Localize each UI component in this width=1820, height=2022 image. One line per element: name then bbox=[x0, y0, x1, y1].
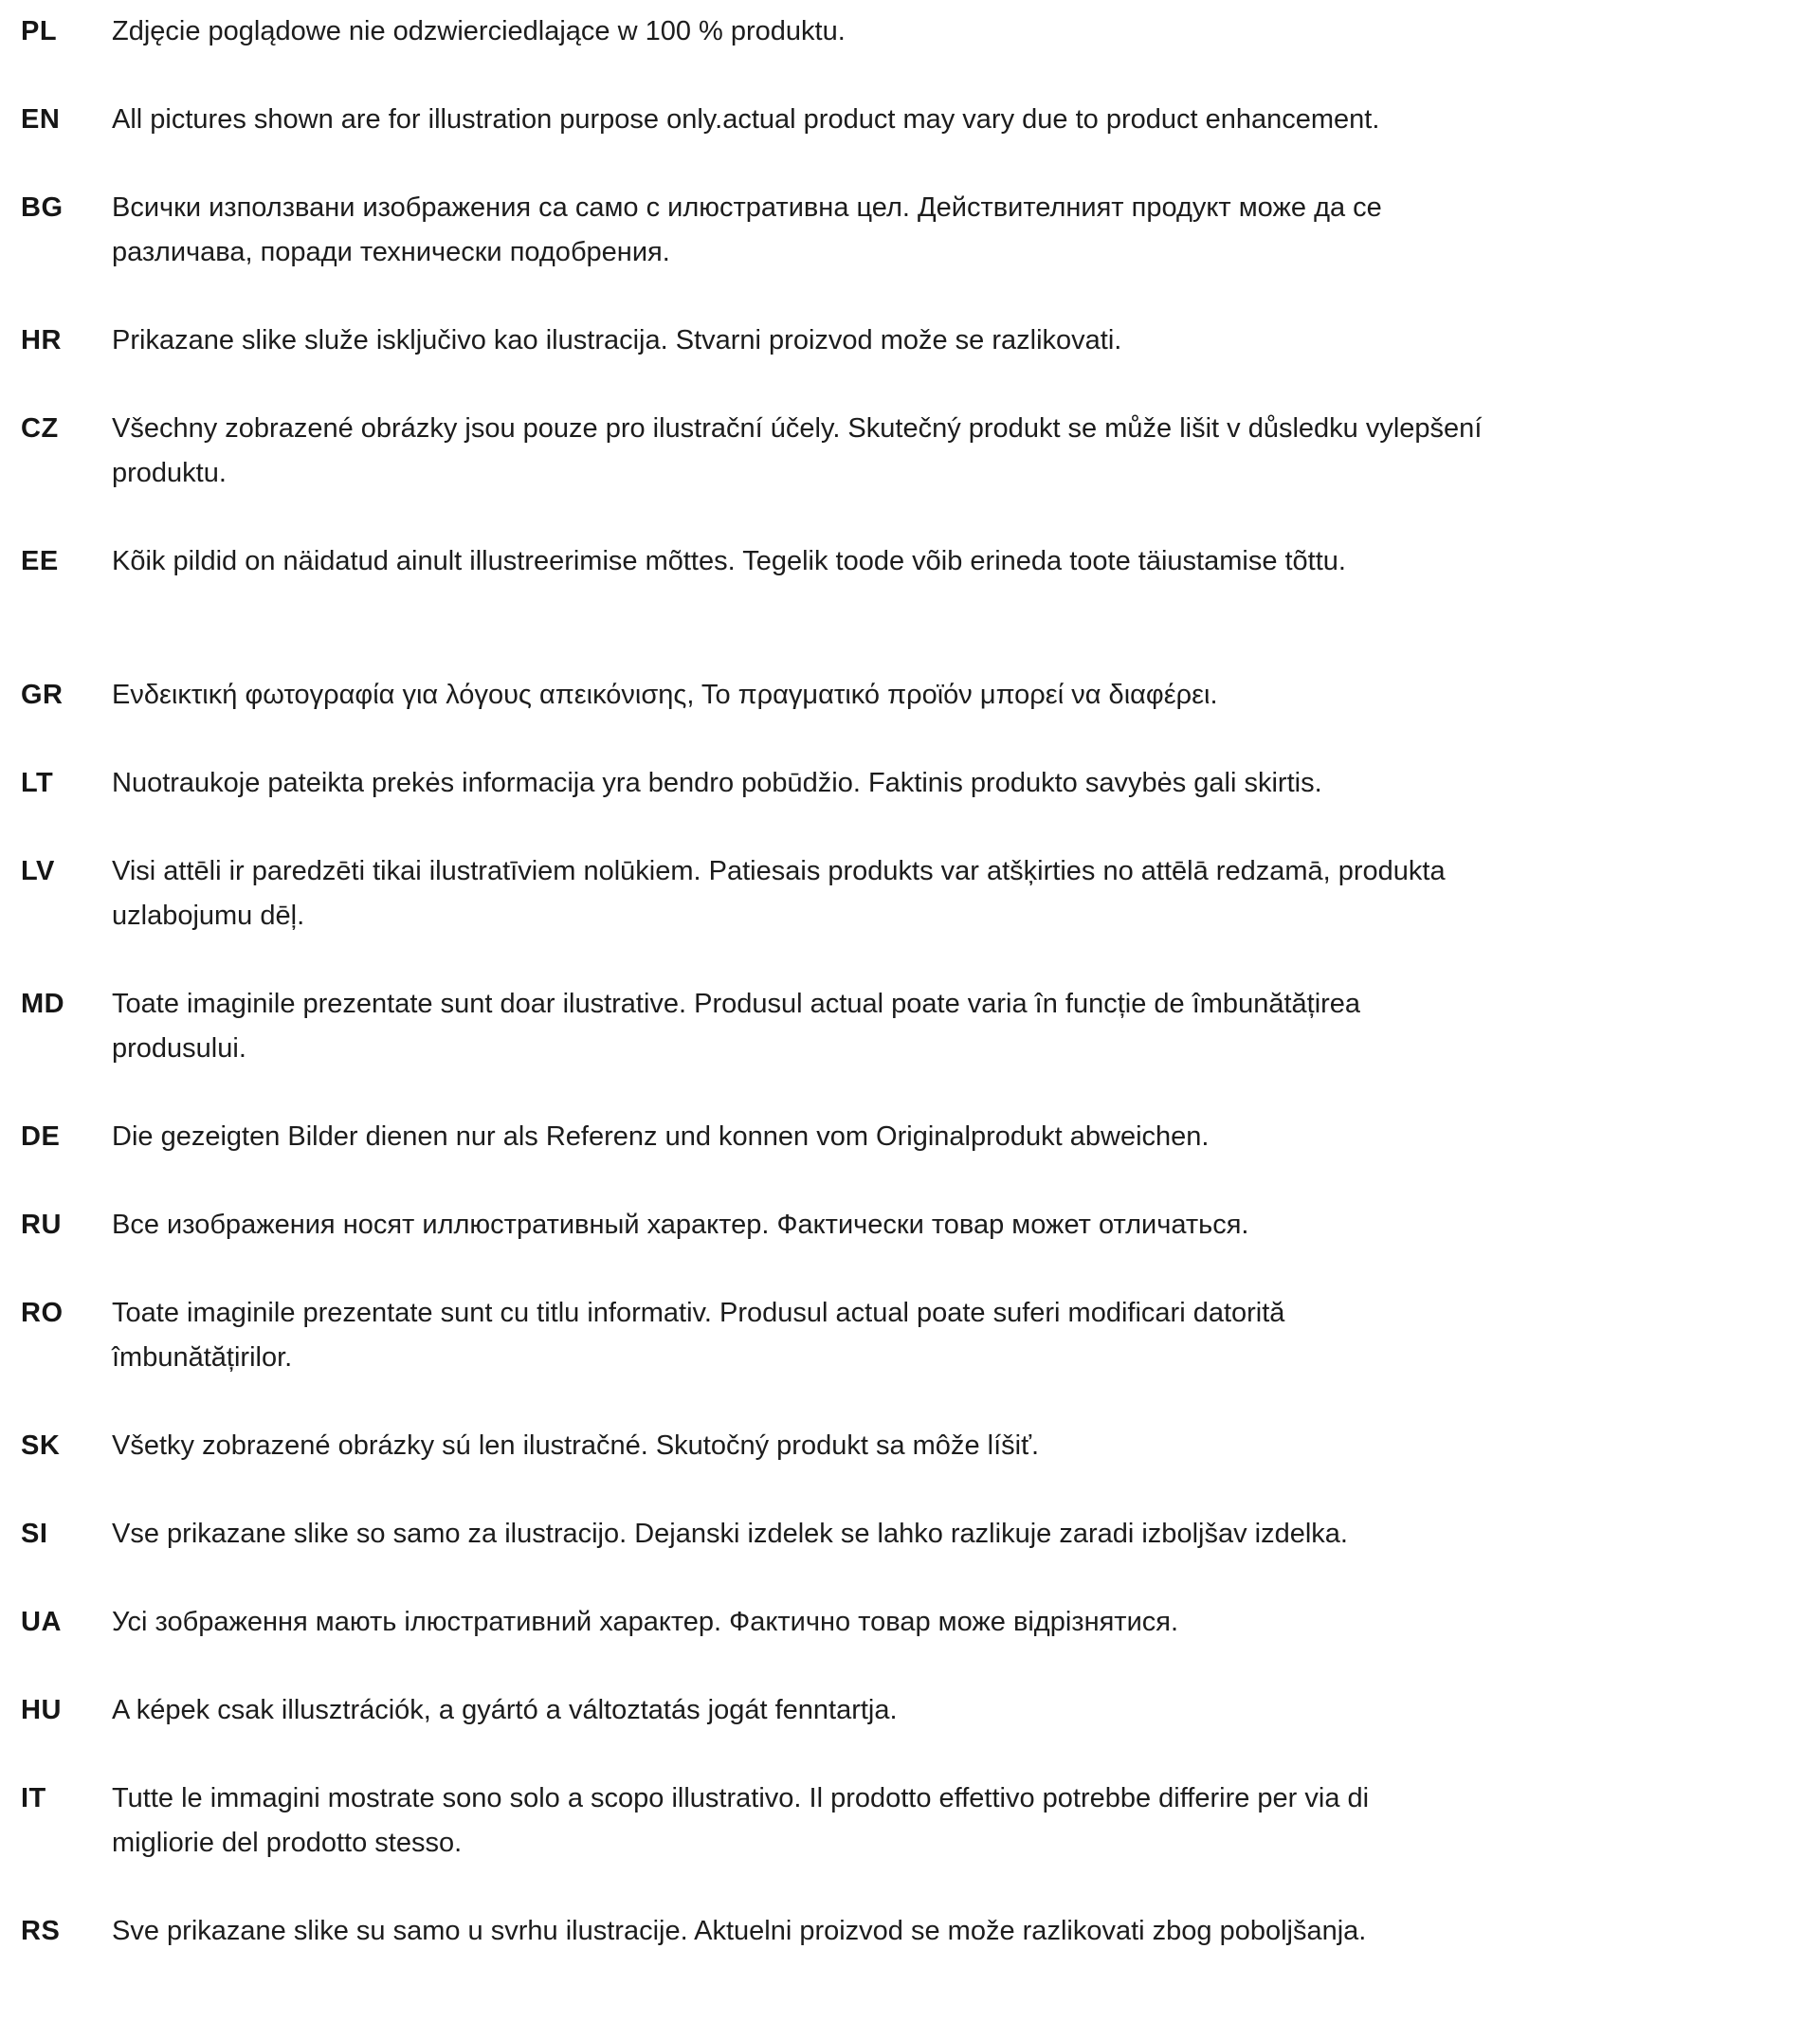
disclaimer-row-ru bbox=[21, 1203, 1773, 1248]
disclaimer-row-bg bbox=[21, 186, 1773, 275]
text-line: produktu. bbox=[112, 458, 227, 488]
disclaimer-text-hu bbox=[112, 1688, 898, 1733]
language-code-bg: BG bbox=[21, 192, 64, 223]
disclaimer-text-lt bbox=[112, 761, 1322, 806]
disclaimer-text-cz bbox=[112, 407, 1482, 496]
text-line: migliorie del prodotto stesso. bbox=[112, 1828, 463, 1858]
text-line: Toate imaginile prezentate sunt doar ilustrative. Produsul actual poate varia în funcție de îmbunătățirea bbox=[112, 989, 1361, 1019]
text-line: Всички използвани изображения са само с илюстративна цел. Действителният продукт може да се bbox=[112, 192, 1382, 223]
disclaimer-text-gr bbox=[112, 673, 1218, 718]
language-code-si: SI bbox=[21, 1519, 48, 1549]
disclaimer-text-it bbox=[112, 1776, 1369, 1866]
language-code-gr: GR bbox=[21, 680, 64, 710]
disclaimer-text-ua bbox=[112, 1600, 1178, 1645]
disclaimer-row-ua bbox=[21, 1600, 1773, 1645]
disclaimer-row-ee bbox=[21, 539, 1773, 584]
language-code-cz: CZ bbox=[21, 413, 59, 444]
disclaimer-text-rs bbox=[112, 1909, 1366, 1954]
language-code-ee: EE bbox=[21, 546, 59, 576]
disclaimer-text-pl bbox=[112, 9, 846, 54]
text-line: Усі зображення мають ілюстративний характер. Фактично товар може відрізнятися. bbox=[112, 1607, 1179, 1637]
language-code-pl: PL bbox=[21, 16, 58, 46]
language-code-hr: HR bbox=[21, 325, 62, 355]
text-line: Sve prikazane slike su samo u svrhu ilustracije. Aktuelni proizvod se može razlikovati zbog poboljšanja. bbox=[112, 1916, 1367, 1946]
disclaimer-row-lv bbox=[21, 849, 1773, 938]
text-line: различава, поради технически подобрения. bbox=[112, 237, 670, 267]
disclaimer-row-si bbox=[21, 1512, 1773, 1557]
language-code-lv: LV bbox=[21, 856, 55, 886]
disclaimer-row-lt bbox=[21, 761, 1773, 806]
language-code-ua: UA bbox=[21, 1607, 62, 1637]
disclaimer-row-rs bbox=[21, 1909, 1773, 1954]
disclaimer-row-md bbox=[21, 982, 1773, 1071]
text-line: Tutte le immagini mostrate sono solo a scopo illustrativo. Il prodotto effettivo potrebbe differire per via di bbox=[112, 1783, 1370, 1813]
disclaimer-text-lv bbox=[112, 849, 1446, 938]
text-line: All pictures shown are for illustration purpose only.actual product may vary due to product enhancement. bbox=[112, 104, 1380, 135]
disclaimer-text-en bbox=[112, 98, 1379, 142]
text-line: A képek csak illusztrációk, a gyártó a változtatás jogát fenntartja. bbox=[112, 1695, 898, 1725]
language-code-ru: RU bbox=[21, 1210, 62, 1240]
disclaimer-row-cz bbox=[21, 407, 1773, 496]
language-code-en: EN bbox=[21, 104, 61, 135]
language-code-ro: RO bbox=[21, 1298, 64, 1328]
text-line: îmbunătățirilor. bbox=[112, 1342, 293, 1373]
language-code-de: DE bbox=[21, 1121, 61, 1152]
text-line: Všetky zobrazené obrázky sú len ilustračné. Skutočný produkt sa môže líšiť. bbox=[112, 1430, 1039, 1461]
text-line: Visi attēli ir paredzēti tikai ilustratīviem nolūkiem. Patiesais produkts var atšķirties no attēlā redzamā, produkta bbox=[112, 856, 1446, 886]
text-line: Kõik pildid on näidatud ainult illustreerimise mõttes. Tegelik toode võib erineda toote täiustamise tõttu. bbox=[112, 546, 1346, 576]
disclaimer-text-bg bbox=[112, 186, 1382, 275]
text-line: Zdjęcie poglądowe nie odzwierciedlające w 100 % produktu. bbox=[112, 16, 846, 46]
language-code-it: IT bbox=[21, 1783, 46, 1813]
text-line: Prikazane slike služe isključivo kao ilustracija. Stvarni proizvod može se razlikovati. bbox=[112, 325, 1122, 355]
disclaimer-row-de bbox=[21, 1115, 1773, 1159]
text-line: Nuotraukoje pateikta prekės informacija yra bendro pobūdžio. Faktinis produkto savybės gali skirtis. bbox=[112, 768, 1322, 798]
text-line: produsului. bbox=[112, 1033, 246, 1064]
language-code-sk: SK bbox=[21, 1430, 61, 1461]
disclaimer-text-md bbox=[112, 982, 1360, 1071]
text-line: Все изображения носят иллюстративный характер. Фактически товар может отличаться. bbox=[112, 1210, 1249, 1240]
disclaimer-row-pl bbox=[21, 9, 1773, 54]
disclaimer-text-sk bbox=[112, 1424, 1039, 1468]
disclaimer-row-it bbox=[21, 1776, 1773, 1866]
language-code-rs: RS bbox=[21, 1916, 61, 1946]
text-line: Toate imaginile prezentate sunt cu titlu informativ. Produsul actual poate suferi modificari datorită bbox=[112, 1298, 1285, 1328]
text-line: Die gezeigten Bilder dienen nur als Referenz und konnen vom Originalprodukt abweichen. bbox=[112, 1121, 1210, 1152]
disclaimer-row-hu bbox=[21, 1688, 1773, 1733]
disclaimer-text-ro bbox=[112, 1291, 1284, 1380]
disclaimer-row-sk bbox=[21, 1424, 1773, 1468]
text-line: uzlabojumu dēļ. bbox=[112, 901, 305, 931]
text-line: Ενδεικτική φωτογραφία για λόγους απεικόνισης, Το πραγματικό προϊόν μπορεί να διαφέρει. bbox=[112, 680, 1218, 710]
text-line: Vse prikazane slike so samo za ilustracijo. Dejanski izdelek se lahko razlikuje zaradi izboljšav izdelka. bbox=[112, 1519, 1348, 1549]
disclaimer-text-ee bbox=[112, 539, 1346, 584]
disclaimer-row-gr bbox=[21, 673, 1773, 718]
language-code-lt: LT bbox=[21, 768, 54, 798]
text-line: Všechny zobrazené obrázky jsou pouze pro ilustrační účely. Skutečný produkt se může lišit v důsledku vylepšení bbox=[112, 413, 1483, 444]
disclaimer-row-en bbox=[21, 98, 1773, 142]
disclaimer-row-hr bbox=[21, 319, 1773, 363]
language-code-md: MD bbox=[21, 989, 65, 1019]
disclaimer-text-hr bbox=[112, 319, 1121, 363]
disclaimer-row-ro bbox=[21, 1291, 1773, 1380]
disclaimer-text-de bbox=[112, 1115, 1209, 1159]
language-code-hu: HU bbox=[21, 1695, 62, 1725]
disclaimer-text-ru bbox=[112, 1203, 1248, 1248]
disclaimer-text-si bbox=[112, 1512, 1348, 1557]
